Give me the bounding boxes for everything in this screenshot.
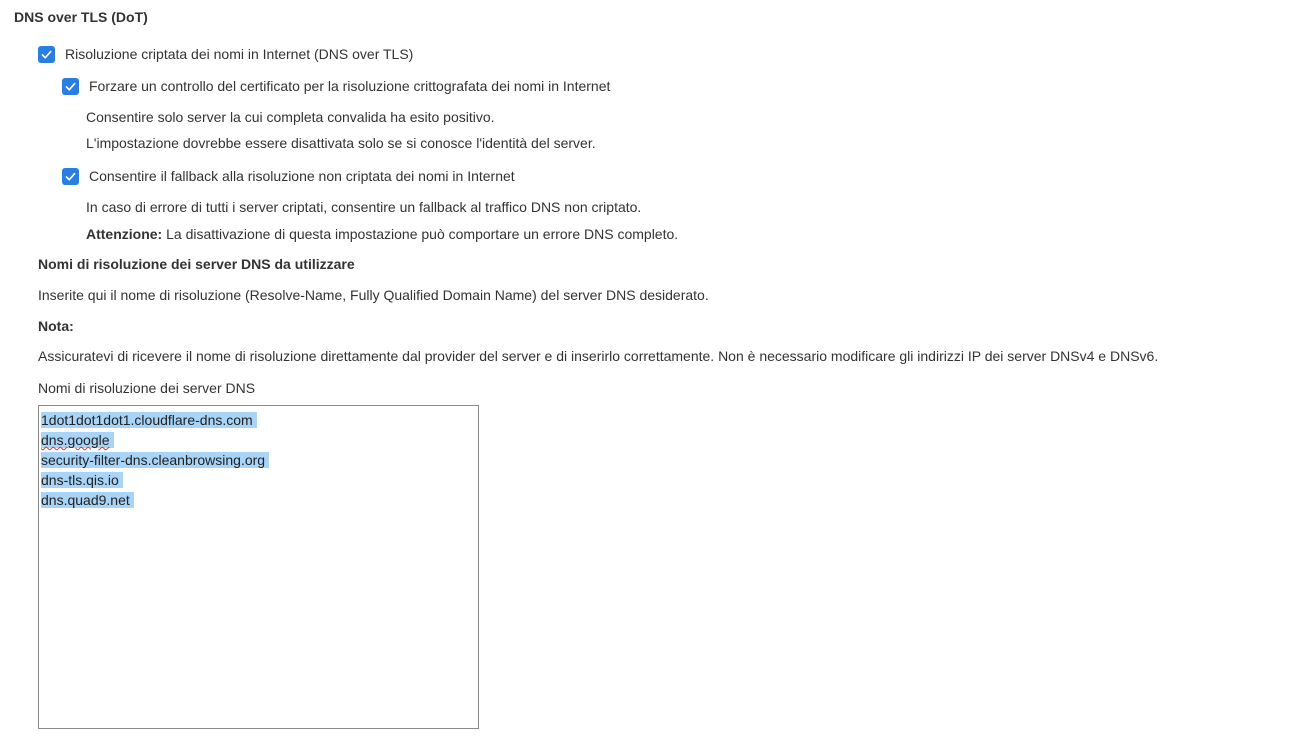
dns-server-line: security-filter-dns.cleanbrowsing.org [41, 450, 476, 470]
cert-check-description-2: L'impostazione dovrebbe essere disattivata solo se si conosce l'identità del server. [86, 135, 596, 151]
checkmark-icon [40, 48, 53, 61]
dns-field-label: Nomi di risoluzione dei server DNS [38, 380, 256, 396]
dns-server-line: dns.google [41, 430, 476, 450]
encrypted-dns-label: Risoluzione criptata dei nomi in Internet (DNS over TLS) [65, 46, 414, 62]
cert-check-checkbox[interactable] [62, 78, 79, 95]
fallback-warning [86, 226, 678, 242]
fallback-option[interactable] [62, 166, 515, 186]
fallback-label: Consentire il fallback alla risoluzione non criptata dei nomi in Internet [89, 168, 515, 184]
note-text: Assicuratevi di ricevere il nome di risoluzione direttamente dal provider del server e di inserirlo correttamente. Non è necessario modificare gli indirizzi IP dei server DNSv4 e DNSv6. [38, 348, 1159, 364]
checkmark-icon [64, 80, 77, 93]
warning-label: Attenzione: [86, 226, 163, 242]
cert-check-description-1: Consentire solo server la cui completa convalida ha esito positivo. [86, 109, 495, 125]
section-title: DNS over TLS (DoT) [14, 9, 148, 25]
encrypted-dns-checkbox[interactable] [38, 46, 55, 63]
warning-text: La disattivazione di questa impostazione può comportare un errore DNS completo. [162, 226, 679, 242]
cert-check-label: Forzare un controllo del certificato per la risoluzione crittografata dei nomi in Internet [89, 78, 611, 94]
dns-server-names-textarea[interactable] [38, 405, 479, 729]
note-label: Nota: [38, 318, 74, 334]
dns-server-line: 1dot1dot1dot1.cloudflare-dns.com [41, 410, 476, 430]
checkmark-icon [64, 170, 77, 183]
dns-server-line: dns.quad9.net [41, 490, 476, 510]
resolve-intro: Inserite qui il nome di risoluzione (Resolve-Name, Fully Qualified Domain Name) del server DNS desiderato. [38, 287, 709, 303]
cert-check-option[interactable] [62, 76, 610, 96]
encrypted-dns-option[interactable] [38, 44, 413, 64]
fallback-checkbox[interactable] [62, 168, 79, 185]
dns-server-line: dns-tls.qis.io [41, 470, 476, 490]
fallback-description: In caso di errore di tutti i server criptati, consentire un fallback al traffico DNS non criptato. [86, 199, 642, 215]
resolve-heading: Nomi di risoluzione dei server DNS da utilizzare [38, 256, 355, 272]
